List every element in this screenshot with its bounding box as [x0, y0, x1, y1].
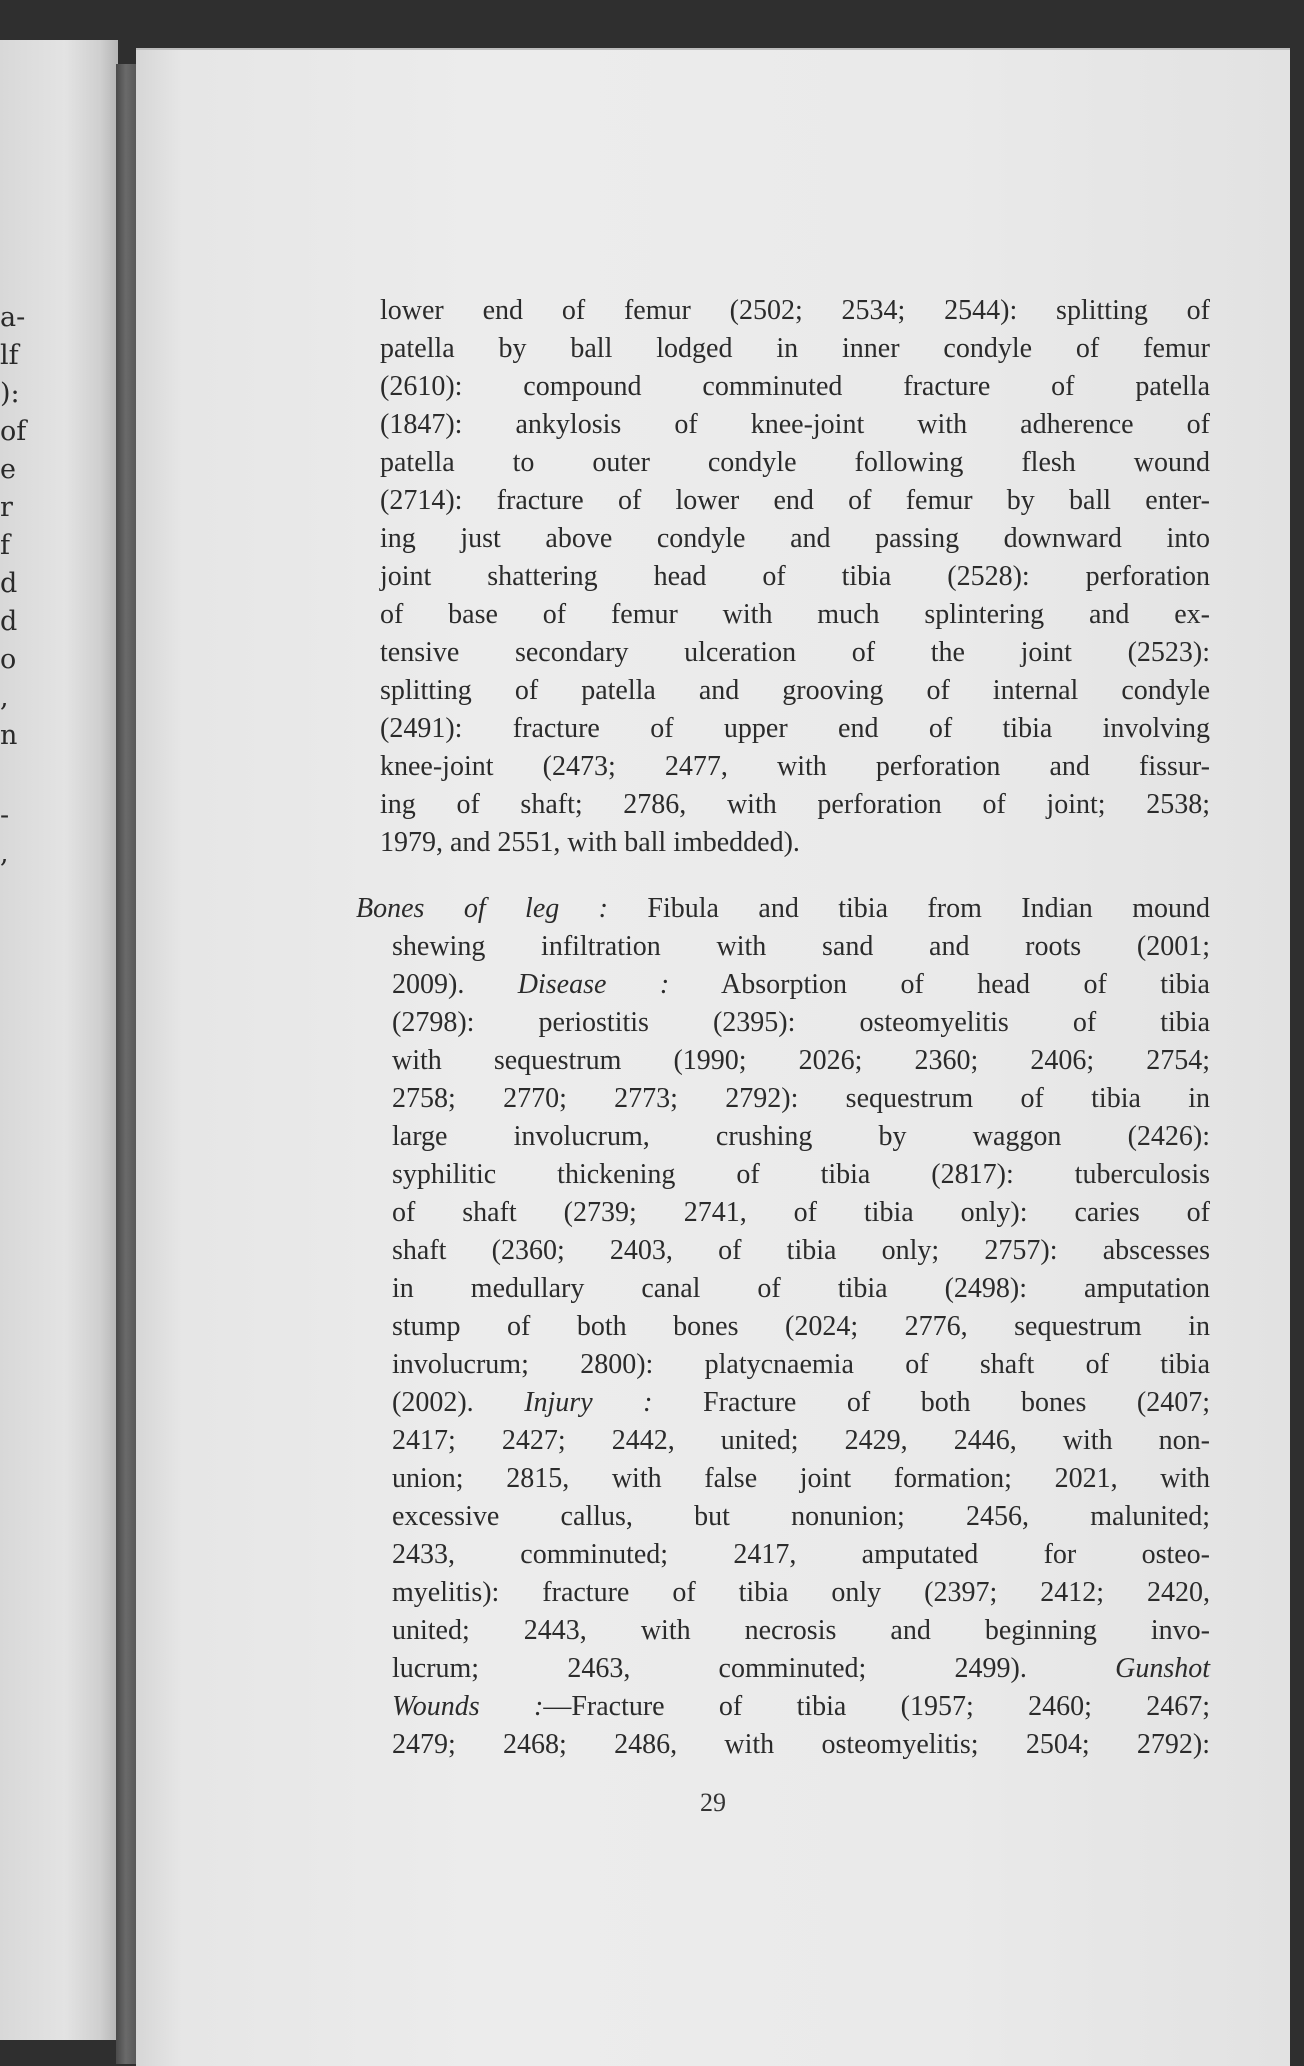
text-line: large involucrum, crushing by waggon (2426):: [392, 1121, 1210, 1152]
text-line: [392, 1384, 1210, 1422]
left-page-fragment: n: [0, 720, 18, 751]
book-page: [136, 48, 1290, 2066]
text-line: tensive secondary ulceration of the joint (2523):: [380, 637, 1210, 668]
text-span: Absorption of head of tibia: [721, 969, 1210, 1000]
left-page-fragment: o: [0, 644, 17, 675]
text-line: in medullary canal of tibia (2498): amputation: [392, 1273, 1210, 1304]
text-line: ing of shaft; 2786, with perforation of joint; 2538;: [380, 789, 1210, 820]
text-line: 2479; 2468; 2486, with osteomyelitis; 2504; 2792):: [392, 1729, 1210, 1760]
text-line: patella to outer condyle following flesh wound: [380, 447, 1210, 478]
text-line: union; 2815, with false joint formation; 2021, with: [392, 1463, 1210, 1494]
left-page-fragment: ):: [0, 378, 20, 409]
book-spine-shadow: [116, 64, 138, 2064]
text-line: splitting of patella and grooving of internal condyle: [380, 675, 1210, 706]
text-line: stump of both bones (2024; 2776, sequestrum in: [392, 1311, 1210, 1342]
left-page-fragment: -: [0, 800, 10, 831]
text-span: Fibula and tibia from Indian mound: [647, 893, 1210, 924]
text-line: shewing infiltration with sand and roots (2001;: [392, 931, 1210, 962]
text-line: involucrum; 2800): platycnaemia of shaft of tibia: [392, 1349, 1210, 1380]
text-span: 2009).: [392, 969, 465, 1000]
text-line: ing just above condyle and passing downward into: [380, 523, 1210, 554]
left-page-fragment: r: [0, 492, 13, 523]
left-page-fragment: e: [0, 454, 16, 485]
text-line: shaft (2360; 2403, of tibia only; 2757): abscesses: [392, 1235, 1210, 1266]
text-line: with sequestrum (1990; 2026; 2360; 2406; 2754;: [392, 1045, 1210, 1076]
page-number: 29: [700, 1788, 726, 1817]
text-span: lucrum; 2463, comminuted; 2499).: [392, 1653, 1027, 1684]
text-line: of shaft (2739; 2741, of tibia only): caries of: [392, 1197, 1210, 1228]
section-heading-bones-of-leg: Bones of leg :: [356, 893, 608, 924]
left-page-fragment: d: [0, 606, 18, 637]
text-line: 2758; 2770; 2773; 2792): sequestrum of tibia in: [392, 1083, 1210, 1114]
text-span: —Fracture of tibia (1957; 2460; 2467;: [543, 1691, 1210, 1722]
section-heading-disease: Disease :: [517, 969, 670, 1000]
left-page-fragment: d: [0, 568, 18, 599]
text-line: joint shattering head of tibia (2528): perforation: [380, 561, 1210, 592]
text-line: united; 2443, with necrosis and beginning invo-: [392, 1615, 1210, 1646]
text-line: knee-joint (2473; 2477, with perforation and fissur-: [380, 751, 1210, 782]
section-heading-gunshot: Gunshot: [1115, 1653, 1210, 1684]
left-facing-page: [0, 40, 118, 2040]
section-heading-injury: Injury :: [524, 1387, 653, 1418]
text-line: 2417; 2427; 2442, united; 2429, 2446, with non-: [392, 1425, 1210, 1456]
text-line: excessive callus, but nonunion; 2456, malunited;: [392, 1501, 1210, 1532]
text-line: [392, 1688, 1210, 1726]
text-line: syphilitic thickening of tibia (2817): tuberculosis: [392, 1159, 1210, 1190]
text-line: (2610): compound comminuted fracture of patella: [380, 371, 1210, 402]
text-line: (2714): fracture of lower end of femur by ball enter-: [380, 485, 1210, 516]
text-line: 2433, comminuted; 2417, amputated for osteo-: [392, 1539, 1210, 1570]
text-line: patella by ball lodged in inner condyle of femur: [380, 333, 1210, 364]
text-line: lower end of femur (2502; 2534; 2544): splitting of: [380, 295, 1210, 326]
section-heading-wounds: Wounds :: [392, 1691, 544, 1722]
left-page-fragment: of: [0, 416, 27, 447]
text-line: of base of femur with much splintering and ex-: [380, 599, 1210, 630]
text-line: (1847): ankylosis of knee-joint with adherence of: [380, 409, 1210, 440]
text-line: myelitis): fracture of tibia only (2397; 2412; 2420,: [392, 1577, 1210, 1608]
left-page-fragment: a-: [0, 302, 26, 333]
text-line: [392, 966, 1210, 1004]
left-page-fragment: f: [0, 530, 10, 561]
text-line: [392, 1650, 1210, 1688]
text-line: 1979, and 2551, with ball imbedded).: [380, 827, 800, 858]
left-page-fragment: lf: [0, 340, 19, 371]
left-page-fragment: ,: [0, 838, 9, 869]
text-span: (2002).: [392, 1387, 474, 1418]
text-line: (2491): fracture of upper end of tibia involving: [380, 713, 1210, 744]
text-line: [356, 890, 1210, 928]
text-line: (2798): periostitis (2395): osteomyelitis of tibia: [392, 1007, 1210, 1038]
text-span: Fracture of both bones (2407;: [703, 1387, 1211, 1418]
left-page-fragment: ,: [0, 682, 9, 713]
